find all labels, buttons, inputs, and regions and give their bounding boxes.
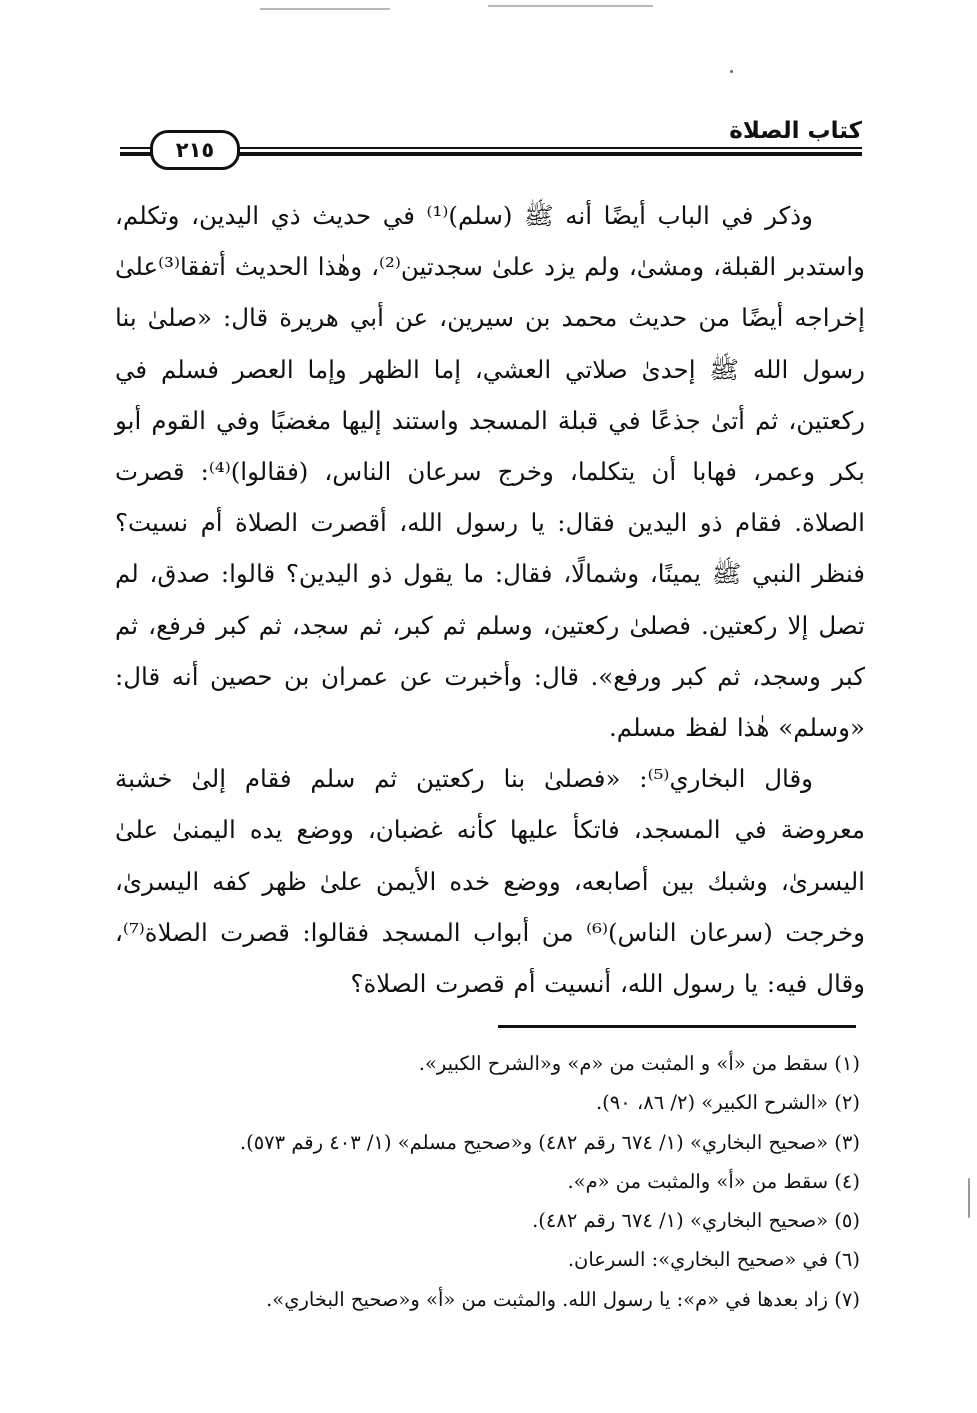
footnote-item: (٥) «صحيح البخاري» (١/ ٦٧٤ رقم ٤٨٢). (532, 1209, 860, 1233)
page-number: ٢١٥ (150, 130, 240, 170)
footnote-item: (٧) زاد بعدها في «م»: يا رسول الله. والمثبت من «أ» و«صحيح البخاري». (266, 1287, 860, 1311)
body-paragraph: وذكر في الباب أيضًا أنه ﷺ (سلم)⁽¹⁾ في حديث ذي اليدين، وتكلم، واستدبر القبلة، ومشىٰ، ولم يزد علىٰ سجدتين⁽²⁾، وهٰذا الحديث أتفقا⁽³⁾علىٰ إخراجه أيضًا من حديث محمد بن سيرين، عن أبي هريرة قال: «صلىٰ بنا رسول الله ﷺ إحدىٰ صلاتي العشي، إما الظهر وإما العصر فسلم في ركعتين، ثم أتىٰ جذعًا في قبلة المسجد واستند إليها مغضبًا وفي القوم أبو بكر وعمر، فهابا أن يتكلما، وخرج سرعان الناس، (فقالوا)⁽⁴⁾: قصرت الصلاة. فقام ذو اليدين فقال: يا رسول الله، أقصرت الصلاة أم نسيت؟ فنظر النبي ﷺ يمينًا، وشمالًا، فقال: ما يقول ذو اليدين؟ قالوا: صدق، لم تصل إلا ركعتين. فصلىٰ ركعتين، وسلم ثم كبر، ثم سجد، ثم كبر فرفع، ثم كبر وسجد، ثم كبر ورفع». قال: وأخبرت عن عمران بن حصين أنه قال: «وسلم» هٰذا لفظ مسلم. (115, 201, 865, 743)
footnote-item: (٤) سقط من «أ» والمثبت من «م». (567, 1169, 860, 1193)
scan-speck (730, 70, 733, 73)
running-header (120, 112, 862, 164)
footnote-item: (٣) «صحيح البخاري» (١/ ٦٧٤ رقم ٤٨٢) و«صحيح مسلم» (١/ ٤٠٣ رقم ٥٧٣). (239, 1130, 860, 1154)
scan-edge-line-left (260, 8, 390, 10)
footnote-item: (٦) في «صحيح البخاري»: السرعان. (567, 1248, 860, 1272)
footnote-item: (٢) «الشرح الكبير» (٢/ ٨٦، ٩٠). (595, 1091, 860, 1115)
scan-edge-mark (968, 1178, 970, 1218)
footnotes-list (115, 1044, 860, 1319)
footnote-item: (١) سقط من «أ» و المثبت من «م» و«الشرح الكبير». (418, 1052, 860, 1075)
body-paragraph: وقال البخاري⁽⁵⁾: «فصلىٰ بنا ركعتين ثم سلم فقام إلىٰ خشبة معروضة في المسجد، فاتكأ عليها كأنه غضبان، ووضع يده اليمنىٰ علىٰ اليسرىٰ، وشبك بين أصابعه، ووضع خده الأيمن علىٰ ظهر كفه اليسرىٰ، وخرجت (سرعان الناس)⁽⁶⁾ من أبواب المسجد فقالوا: قصرت الصلاة⁽⁷⁾، وقال فيه: يا رسول الله، أنسيت أم قصرت الصلاة؟ (115, 764, 865, 999)
scan-edge-line-right (488, 5, 653, 7)
main-text (115, 190, 865, 1009)
running-title: كتاب الصلاة (729, 118, 862, 144)
footnote-separator (498, 1025, 856, 1028)
